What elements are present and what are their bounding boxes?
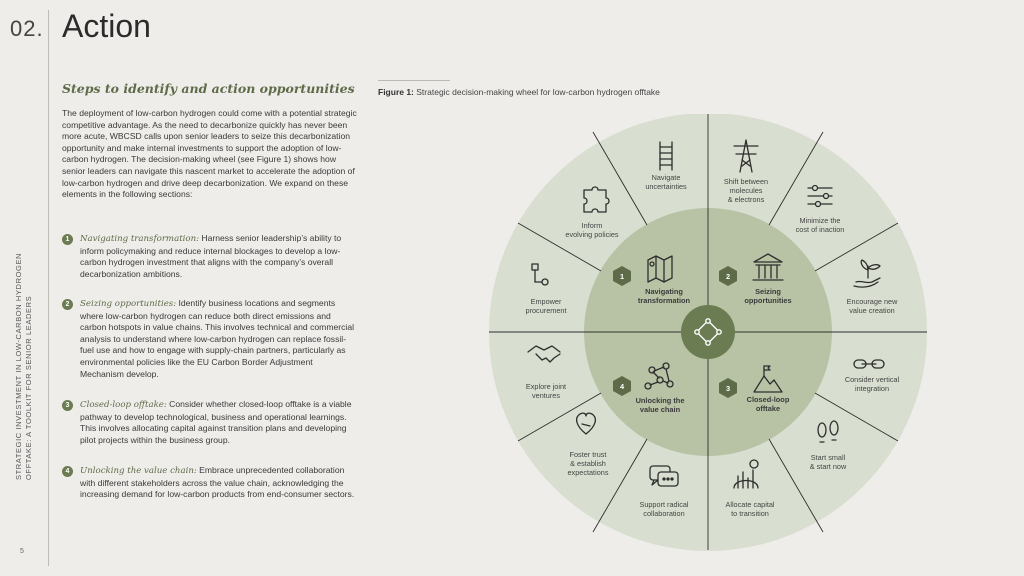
wheel-hub: [681, 305, 735, 359]
item-lead: Navigating transformation:: [80, 234, 200, 244]
item-number-badge: 4: [62, 466, 73, 477]
sliders-icon: [808, 186, 832, 207]
svg-text:4: 4: [619, 382, 625, 391]
item-number-badge: 1: [62, 234, 73, 245]
figure-rule: [378, 80, 450, 81]
svg-text:collaboration: collaboration: [643, 509, 685, 518]
outer-label-shift: [724, 177, 768, 195]
svg-text:Start small: Start small: [810, 453, 846, 462]
sidebar-report-title: [14, 180, 34, 480]
sidebar-line-2: OFFTAKE: A TOOLKIT FOR SENIOR LEADERS: [24, 295, 33, 480]
inner-label-2b: opportunities: [744, 296, 792, 305]
page-number: 5: [20, 548, 24, 555]
svg-text:1: 1: [619, 272, 625, 281]
item-text: Consider whether closed-loop offtake is a viable pathway to develop technological, business and operational learnings. This involves allocating capital against transition plans and developing pilot projects within the business group.: [80, 399, 352, 445]
decision-wheel: [488, 114, 928, 554]
outer-label-support: [639, 500, 688, 518]
outer-label-foster: [568, 450, 609, 477]
svg-text:evolving policies: evolving policies: [565, 230, 619, 239]
svg-text:cost of inaction: cost of inaction: [795, 225, 845, 234]
list-item: [62, 298, 358, 380]
list-item: [62, 465, 358, 501]
item-text: Embrace unprecedented collaboration with different stakeholders across the value chain, acknowledging the increasing demand for low-carbon products from end-consumer sectors.: [80, 465, 355, 500]
item-lead: Closed-loop offtake:: [80, 400, 167, 410]
svg-text:Inform: Inform: [581, 221, 603, 230]
inner-label-4a: Unlocking the: [635, 396, 685, 405]
svg-text:Consider vertical: Consider vertical: [844, 375, 900, 384]
svg-text:Navigate: Navigate: [651, 173, 681, 182]
inner-label-2a: Seizing: [755, 287, 781, 296]
svg-text:Foster trust: Foster trust: [569, 450, 607, 459]
svg-text:to transition: to transition: [731, 509, 769, 518]
page-title: Action: [62, 8, 151, 44]
svg-text:Support radical: Support radical: [639, 500, 689, 509]
inner-label-1a: Navigating: [645, 287, 683, 296]
item-number-badge: 2: [62, 299, 73, 310]
svg-text:Minimize the: Minimize the: [799, 216, 841, 225]
svg-text:Allocate capital: Allocate capital: [725, 500, 775, 509]
list-item: [62, 399, 358, 446]
section-subheading: Steps to identify and action opportunities: [62, 81, 355, 96]
item-text: Harness senior leadership’s ability to inform policymaking and reduce internal blockages to develop a low-carbon hydrogen investment that aligns with the company’s overall decarbonization ambitions.: [80, 233, 342, 279]
svg-text:ventures: ventures: [532, 391, 560, 400]
svg-text:Explore joint: Explore joint: [525, 382, 567, 391]
figure-caption: [378, 87, 660, 97]
svg-text:3: 3: [725, 384, 731, 393]
header-divider: [48, 10, 49, 566]
svg-text:molecules: molecules: [729, 186, 763, 195]
outer-label-allocate: [725, 500, 774, 518]
svg-text:expectations: expectations: [567, 468, 609, 477]
inner-label-4b: value chain: [639, 405, 681, 414]
item-number-badge: 3: [62, 400, 73, 411]
sidebar-line-1: STRATEGIC INVESTMENT IN LOW-CARBON HYDROGEN: [14, 252, 23, 480]
svg-text:value creation: value creation: [849, 306, 895, 315]
list-item: [62, 233, 358, 280]
inner-label-3b: offtake: [755, 404, 781, 413]
inner-label-3a: Closed-loop: [746, 395, 790, 404]
svg-text:procurement: procurement: [525, 306, 567, 315]
outer-label-shift-3: & electrons: [727, 195, 765, 204]
svg-text:& start now: & start now: [809, 462, 847, 471]
inner-label-1b: transformation: [637, 296, 691, 305]
svg-text:Shift between: Shift between: [723, 177, 769, 186]
outer-label-empower: [526, 297, 567, 315]
item-lead: Unlocking the value chain:: [80, 466, 197, 476]
outer-label-start-small: [810, 453, 847, 471]
figure-label: Figure 1:: [378, 87, 414, 97]
svg-text:& establish: & establish: [570, 459, 606, 468]
svg-text:Encourage new: Encourage new: [846, 297, 898, 306]
figure-caption-text: Strategic decision-making wheel for low-carbon hydrogen offtake: [413, 87, 660, 97]
section-number: 02.: [10, 16, 44, 41]
outer-label-minimize: [796, 216, 845, 234]
svg-text:integration: integration: [854, 384, 890, 393]
item-lead: Seizing opportunities:: [80, 299, 177, 309]
item-text: Identify business locations and segments where low-carbon hydrogen can reduce both direct emissions and carbon hotspots in value chains. This involves technical and commercial analysis to understand where low-carbon hydrogen can replace fossil-fuel use and how to engage with supply-chain partners, particularly as environmental policies like the EU Carbon Border Adjustment Mechanism develop.: [80, 298, 355, 379]
outer-label-encourage: [847, 297, 898, 315]
intro-paragraph: The deployment of low-carbon hydrogen could come with a potential strategic competitive advantage. As the need to decarbonize quickly has never been more acute, WBCSD calls upon senior leaders to seize this decarbonization opportunity and make internal investments to support the adoption of low-carbon hydrogen. The decision-making wheel (see Figure 1) shows how senior leaders can navigate this nascent market to accelerate the adoption of low-carbon hydrogen and drive deep decarbonization. We expand on these elements in the following sections:: [62, 108, 357, 200]
svg-text:2: 2: [725, 272, 731, 281]
svg-text:Empower: Empower: [530, 297, 562, 306]
svg-text:uncertainties: uncertainties: [645, 182, 687, 191]
